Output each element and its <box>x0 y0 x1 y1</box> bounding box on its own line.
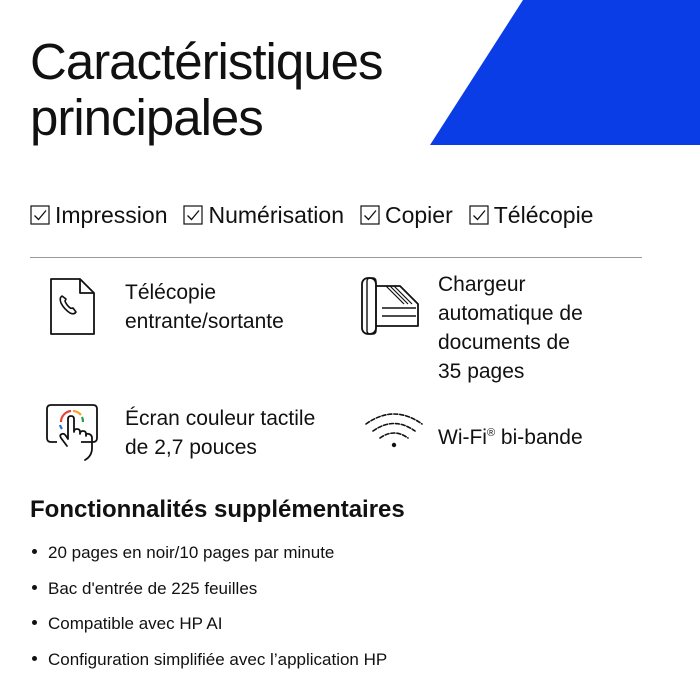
feature-item-impression <box>30 200 167 230</box>
extra-features-heading: Fonctionnalités supplémentaires <box>30 496 405 523</box>
bullet-icon <box>32 656 37 661</box>
list-item-text: Configuration simplifiée avec l’application HP <box>48 649 388 669</box>
feature-item-copier <box>360 200 453 230</box>
list-item <box>30 539 387 575</box>
document-feeder-icon <box>360 276 422 336</box>
page-title-line-2: principales <box>30 89 263 146</box>
feature-label: Numérisation <box>208 202 344 228</box>
spec-wifi-text <box>438 419 583 452</box>
touchscreen-hand-icon <box>45 402 101 462</box>
feature-label: Copier <box>384 202 453 228</box>
spec-wifi-suffix: bi-bande <box>495 426 583 449</box>
list-item-text: Compatible avec HP AI <box>48 614 223 633</box>
fax-document-phone-icon <box>48 276 98 338</box>
brand-corner-shape <box>430 0 700 145</box>
list-item <box>30 610 387 646</box>
wifi-icon <box>364 410 424 450</box>
feature-item-numerisation <box>183 200 344 230</box>
spec-touchscreen-text: Écran couleur tactile de 2,7 pouces <box>125 407 316 459</box>
list-item-text: Bac d'entrée de 225 feuilles <box>48 578 258 598</box>
feature-item-telecopie <box>469 200 594 230</box>
feature-label: Télécopie <box>493 202 594 228</box>
checkbox-icon <box>469 205 489 225</box>
spec-wifi-prefix: Wi-Fi <box>438 426 487 449</box>
checkbox-icon <box>30 205 50 225</box>
list-item <box>30 646 387 682</box>
section-divider <box>30 257 642 258</box>
list-item-text: 20 pages en noir/10 pages par minute <box>48 543 335 562</box>
registered-mark: ® <box>486 427 496 439</box>
spec-fax-text: Télécopie entrante/sortante <box>125 281 284 333</box>
extra-features-list <box>30 539 387 681</box>
bullet-icon <box>32 620 37 625</box>
feature-label: Impression <box>55 202 168 228</box>
spec-adf-text: Chargeur automatique de documents de 35 pages <box>438 273 583 383</box>
list-item <box>30 575 387 611</box>
bullet-icon <box>32 585 37 590</box>
page-title <box>30 34 382 146</box>
page-title-line-1: Caractéristiques <box>30 33 383 90</box>
bullet-icon <box>32 549 37 554</box>
checkbox-icon <box>360 205 380 225</box>
feature-checklist <box>30 200 660 230</box>
checkbox-icon <box>183 205 203 225</box>
